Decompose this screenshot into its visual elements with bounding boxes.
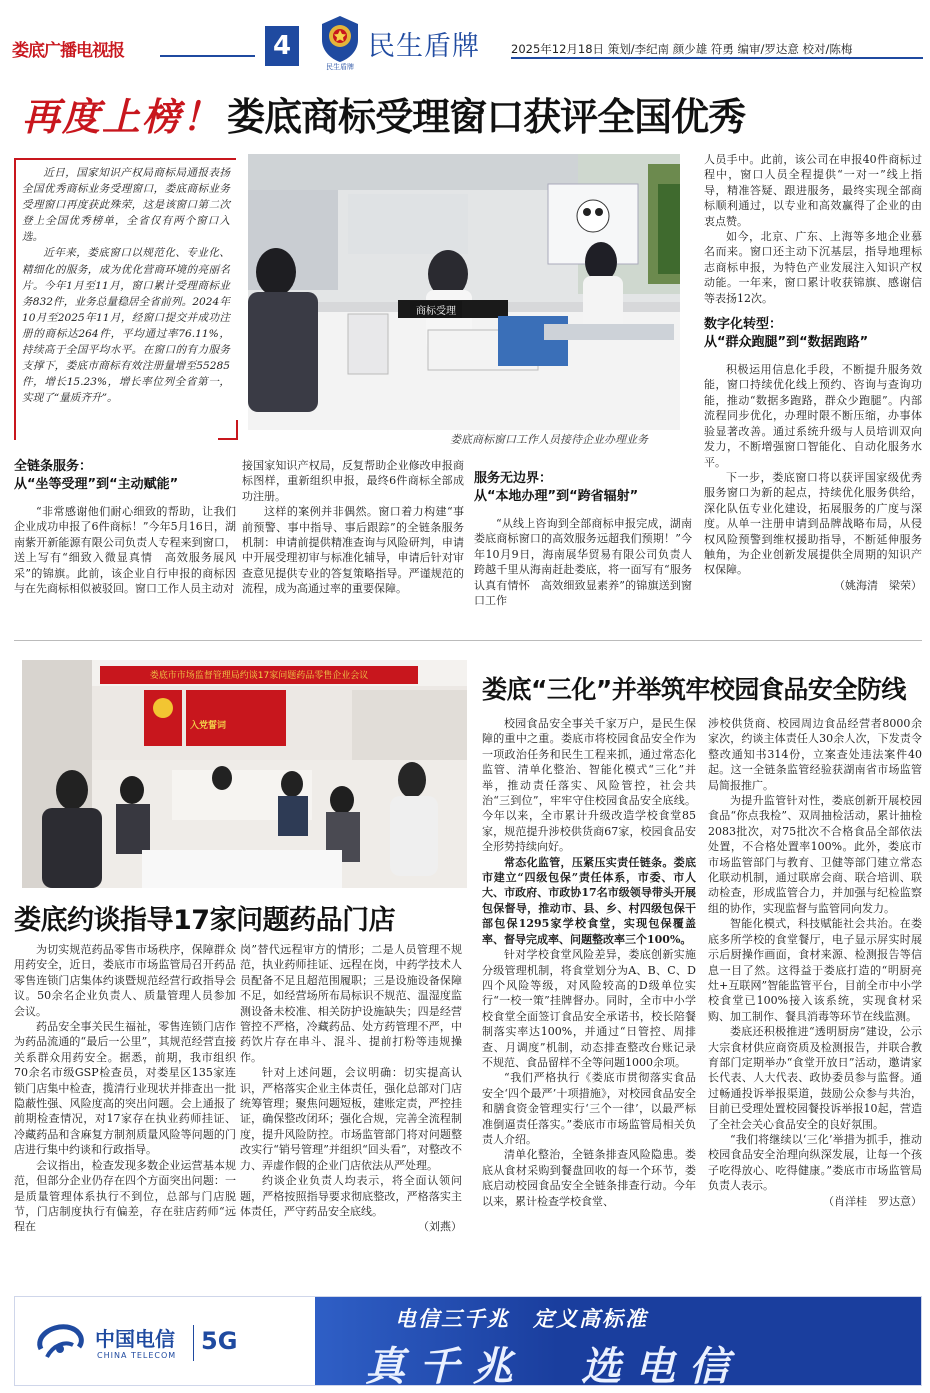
article3-paragraph: 针对学校食堂风险差异，娄底创新实施分级管理机制，将食堂划分为A、B、C、D四个风险等级，对风险较高的D级单位实行“一校一策”挂牌督办。同时，全市中小学校食堂全面签订食品安全承诺书，校长陪餐制落实率达100%，并通过“日管控、周排查、月调度”机制，动态排查整改台账记录不规范、食品留样不全等问题1000余项。 xyxy=(482,948,696,1069)
article2-col1 xyxy=(14,942,236,1287)
article2-paragraph: 会议指出，检查发现多数企业运营基本规范，但部分企业仍存在四个方面突出问题：一是质量管理体系执行不到位，总部与门店脱节，门店制度执行有偏差，存在驻店药师“远程在 xyxy=(14,1158,236,1234)
article3-paragraph: 娄底还积极推进“透明厨房”建设，公示大宗食材供应商资质及检测报告，并联合教育部门定期举办“食堂开放日”活动，邀请家长代表、人大代表、政协委员参与监督。通过畅通投诉举报渠道，鼓励公众参与共治，目前已受理处置校园餐投诉举报10起，营造了全社会关心食品安全的良好氛围。 xyxy=(708,1025,922,1131)
emblem-text: 民生盾牌 xyxy=(326,63,354,71)
article3-col2 xyxy=(708,716,922,1288)
subhead-no-borders: 服务无边界： 从“本地办理”到“跨省辐射” xyxy=(474,471,639,504)
article2-paragraph: 岗”替代远程审方的情形；二是人员管理不规范，执业药师挂证、远程在岗，中药学技术人员配备不足且超范围履职；三是设施设备保障不足，如经营场所布局标识不规范、温湿度监测设备未校准、相关防护设施缺失；四是经营管控不严格，冷藏药品、处方药管理不严，中药饮片存在串斗、混斗、提前打粉等违规操作。 xyxy=(240,943,462,1064)
service-window-photo xyxy=(248,154,680,430)
article2-paragraph: 约谈企业负责人均表示，将全面认领问题，严格按照指导要求彻底整改，严格落实主体责任，严守药品安全底线。 xyxy=(240,1174,462,1218)
photo-sign: 商标受理 xyxy=(410,301,462,318)
article2-paragraph: 为切实规范药品零售市场秩序，保障群众用药安全，近日，娄底市市场监管局召开药品零售连锁门店集体约谈暨规范经营行政指导会议。50余名企业负责人、质量管理人员参加会议。 xyxy=(14,943,236,1018)
article2-headline: 娄底约谈指导17家问题药品门店 xyxy=(14,905,396,936)
telecom-logo-en: CHINA TELECOM xyxy=(97,1351,177,1360)
article1-author: （姚海清 梁荣） xyxy=(834,578,922,592)
ad-slogan-bottom: 真千兆 选电信 xyxy=(365,1344,743,1386)
meeting-photo xyxy=(22,660,467,888)
header-meta: 2025年12月18日 策划/李纪南 颜少雄 符勇 编审/罗达意 校对/陈梅 xyxy=(511,42,853,56)
article1-paragraph: 下一步，娄底窗口将以获评国家级优秀服务窗口为新的起点，持续优化服务供给，深化队伍专业化建设，拓展服务的广度与深度。从单一注册申请到品牌战略布局，从侵权风险预警到维权援助指导，不断延伸服务触角，为企业创新发展提供全周期的知识产权保障。 xyxy=(704,470,922,577)
article1-paragraph: 这样的案例并非偶然。窗口着力构建“事前预警、事中指导、事后跟踪”的全链条服务机制：申请前提供精准查询与风险研判，申请中开展受理初审与标准化辅导，申请后针对审查意见提供专业的答复策略指导。严谨规范的流程，成为高通过率的重要保障。 xyxy=(242,505,464,596)
article1-col4 xyxy=(704,152,922,624)
article3-col1 xyxy=(482,716,696,1288)
article1-col2 xyxy=(242,458,464,623)
logo-separator xyxy=(193,1325,194,1361)
article3-headline: 娄底“三化”并举筑牢校园食品安全防线 xyxy=(482,675,906,704)
article1-col1-lower xyxy=(14,458,236,623)
lead-text xyxy=(22,165,230,406)
lead-box xyxy=(14,158,236,440)
article1-paragraph: 接国家知识产权局，反复帮助企业修改申报商标图样，重新组织申报，最终6件商标全部成功注册。 xyxy=(242,459,464,503)
article2-paragraph: 针对上述问题，会议明确：切实提高认识，严格落实企业主体责任，强化总部对门店统筹管理；聚焦问题短板，建账定责，严控挂证，确保整改闭环；强化合规，完善全流程制度，提升风险防控。市场监管部门将对问题整改实行“销号管理”并组织“回头看”，对整改不力、弄虚作假的企业门店依法从严处理。 xyxy=(240,1066,462,1172)
meeting-banner: 娄底市市场监督管理局约谈17家问题药品零售企业会议 xyxy=(149,671,369,681)
article3-paragraph: “我们将继续以‘三化’举措为抓手，推动校园食品安全治理向纵深发展，让每一个孩子吃得放心、吃得健康。”娄底市市场监管局负责人表示。 xyxy=(708,1132,922,1193)
article1-paragraph: 积极运用信息化手段，不断提升服务效能，窗口持续优化线上预约、咨询与查询功能，推动“数据多跑路，群众少跑腿”。内部流程同步优化，办理时限不断压缩，办事体验显著改善。通过系统升级与人员培训双向发力，不断增强窗口智能化、自动化服务水平。 xyxy=(704,363,922,469)
badge-5g: 5G xyxy=(201,1327,238,1355)
ad-slogan-area xyxy=(315,1297,922,1386)
article1-headline xyxy=(22,86,902,142)
masthead xyxy=(0,0,930,70)
telecom-logo-cn: 中国电信 xyxy=(95,1327,175,1351)
article3-paragraph: “我们严格执行《娄底市贯彻落实食品安全‘四个最严’十项措施》，对校园食品安全和膳食资金管理实行‘三个一律’，以最严标准倒逼责任落实。”娄底市市场监管局相关负责人介绍。 xyxy=(482,1071,696,1146)
article1-paragraph: “非常感谢他们耐心细致的帮助，让我们企业成功申报了6件商标！”今年5月16日，湖南紫开新能源有限公司负责人专程来到窗口，送上写有“细致入微显真情 高效服务展风采”的锦旗。此前，该企业自行申报的商标因与在先商标相似被驳回。窗口工作人员主动对 xyxy=(14,505,236,596)
article3-paragraph-text: 常态化监管，压紧压实责任链条。娄底市建立“四级包保”责任体系，市委、市人大、市政府、市政协17名市级领导带头开展包保督导，推动市、县、乡、村四级包保干部包保1295家学校食堂，实现包保覆盖率、督导完成率、问题整改率三个100%。 xyxy=(482,855,696,946)
headline-main: 娄底商标受理窗口获评全国优秀 xyxy=(227,95,746,139)
lead-paragraph-1: 近日，国家知识产权局商标局通报表扬全国优秀商标业务受理窗口，娄底商标业务受理窗口再度获此殊荣，这是该窗口第二次登上全国优秀榜单，全省仅有两个窗口入选。 xyxy=(22,167,230,244)
article3-paragraph: 清单化整治，全链条排查风险隐患。娄底从食材采购到餐盘回收的每一个环节，娄底启动校园食品安全全链条排查行动。今年以来，累计检查学校食堂、 xyxy=(482,1148,696,1208)
telecom-ad xyxy=(14,1296,922,1386)
ad-slogan-top: 电信三千兆 定义高标准 xyxy=(395,1307,648,1331)
lead-box-corner xyxy=(218,420,238,440)
article3-paragraph: 涉校供货商、校园周边食品经营者8000余家次，约谈主体责任人30余人次，下发责令整改通知书314份，立案查处违法案件40起。这一全链条监管经验获湖南省市场监管局简报推广。 xyxy=(708,717,922,792)
article1-paragraph: 如今，北京、广东、上海等多地企业慕名而来。窗口还主动下沉基层，指导地理标志商标申报，为特色产业发展注入知识产权动能。一年来，窗口累计收获锦旗、感谢信等表扬12次。 xyxy=(704,230,922,305)
page-number: 4 xyxy=(265,26,299,66)
article2-author: （刘燕） xyxy=(418,1220,462,1234)
article2-photo xyxy=(22,660,467,888)
oath-title: 入党誓词 xyxy=(190,721,227,731)
header-rule-left xyxy=(160,55,255,57)
section-divider xyxy=(14,640,922,641)
article3-author: （肖洋桂 罗达意） xyxy=(823,1194,922,1208)
telecom-logo-icon xyxy=(33,1319,87,1367)
article3-paragraph: 智能化模式，科技赋能社会共治。在娄底多所学校的食堂餐厅，电子显示屏实时展示后厨操作画面，食材来源、检测报告等信息一目了然。这得益于娄底打造的“明厨亮灶+互联网”智能监管平台，目前全市中小学校食堂已100%接入该系统，实现食材采购、加工制作、餐具消毒等环节在线监测。 xyxy=(708,917,922,1023)
article2-paragraph: 药品安全事关民生福祉，零售连锁门店作为药品流通的“最后一公里”，其规范经营直接关系群众用药安全。据悉，前期，我市组织70余名市级GSP检查员，对娄星区135家连锁门店集中检查，揽清行业现状并排查出一批隐蔽性强、风险度高的突出问题。会上通报了前期检查情况，对17家存在执业药师挂证、冷藏药品和含麻复方制剂质量风险等问题的门店进行集中约谈和行政指导。 xyxy=(14,1020,236,1157)
header-rule-right xyxy=(511,57,923,59)
article1-paragraph: “从线上咨询到全部商标申报完成，湖南娄底商标窗口的高效服务远超我们预期！”今年10月9日，海南展华贸易有限公司负责人跨越千里从海南赶赴娄底，将一面写有“服务认真有情怀 高效细致显素养”的锦旗送到窗口工作 xyxy=(474,517,692,608)
article2-col2 xyxy=(240,942,462,1287)
subhead-digital: 数字化转型： 从“群众跑腿”到“数据跑路” xyxy=(704,317,869,351)
police-emblem xyxy=(318,14,362,71)
ad-logo-area xyxy=(15,1297,315,1386)
article1-photo-caption: 娄底商标窗口工作人员接待企业办理业务 xyxy=(450,433,648,446)
article3-paragraph xyxy=(482,855,696,947)
subhead-full-chain: 全链条服务： 从“坐等受理”到“主动赋能” xyxy=(14,459,179,492)
article3-paragraph: 校园食品安全事关千家万户，是民生保障的重中之重。娄底市将校园食品安全作为一项政治任务和民生工程来抓，通过常态化监管、清单化整治、智能化模式“三化”并举，推动责任落实、风险管控，社会共治“三到位”，牢牢守住校园食品安全底线。今年以来，全市累计升级改造学校食堂85家，规范提升涉校供货商67家，校园食品安全形势持续向好。 xyxy=(482,717,696,854)
article1-col3-lower xyxy=(474,470,692,623)
lead-paragraph-2: 近年来，娄底窗口以规范化、专业化、精细化的服务，成为优化营商环境的亮丽名片。今年1月至11月，窗口累计受理商标业务832件，业务总量稳居全省前列。2024年10月至2025年11月，经窗口提交并成功注册的商标达264件，平均通过率76.11%，持续高于全国平均水平。在窗口的有力服务支撑下，娄底市商标有效注册量增至55285件，增长15.23%，增长率位列全省第一，实现了“量质齐升”。 xyxy=(22,247,230,405)
article3-paragraph: 为提升监管针对性，娄底创新开展校园食品“你点我检”、双周抽检活动，累计抽检2083批次，对75批次不合格食品全部依法处置，不合格处置率100%。此外，娄底市市场监管部门与教育、卫健等部门建立常态化联动机制，通过联席会商、联合培训、联动检查，形成监管合力，并加强与纪检监察组的协作，实现监督与监管同向发力。 xyxy=(708,794,922,915)
paper-name: 娄底广播电视报 xyxy=(12,41,124,61)
article1-photo xyxy=(248,154,680,430)
section-name: 民生盾牌 xyxy=(368,31,480,62)
article1-paragraph: 人员手中。此前，该公司在申报40件商标过程中，窗口人员全程提供“一对一”线上指导，精准答疑、跟进服务，最终实现全部商标顺利通过，以专业和高效赢得了企业的由衷点赞。 xyxy=(704,153,922,228)
headline-prefix: 再度上榜！ xyxy=(22,94,223,139)
emblem-icon xyxy=(318,14,362,64)
